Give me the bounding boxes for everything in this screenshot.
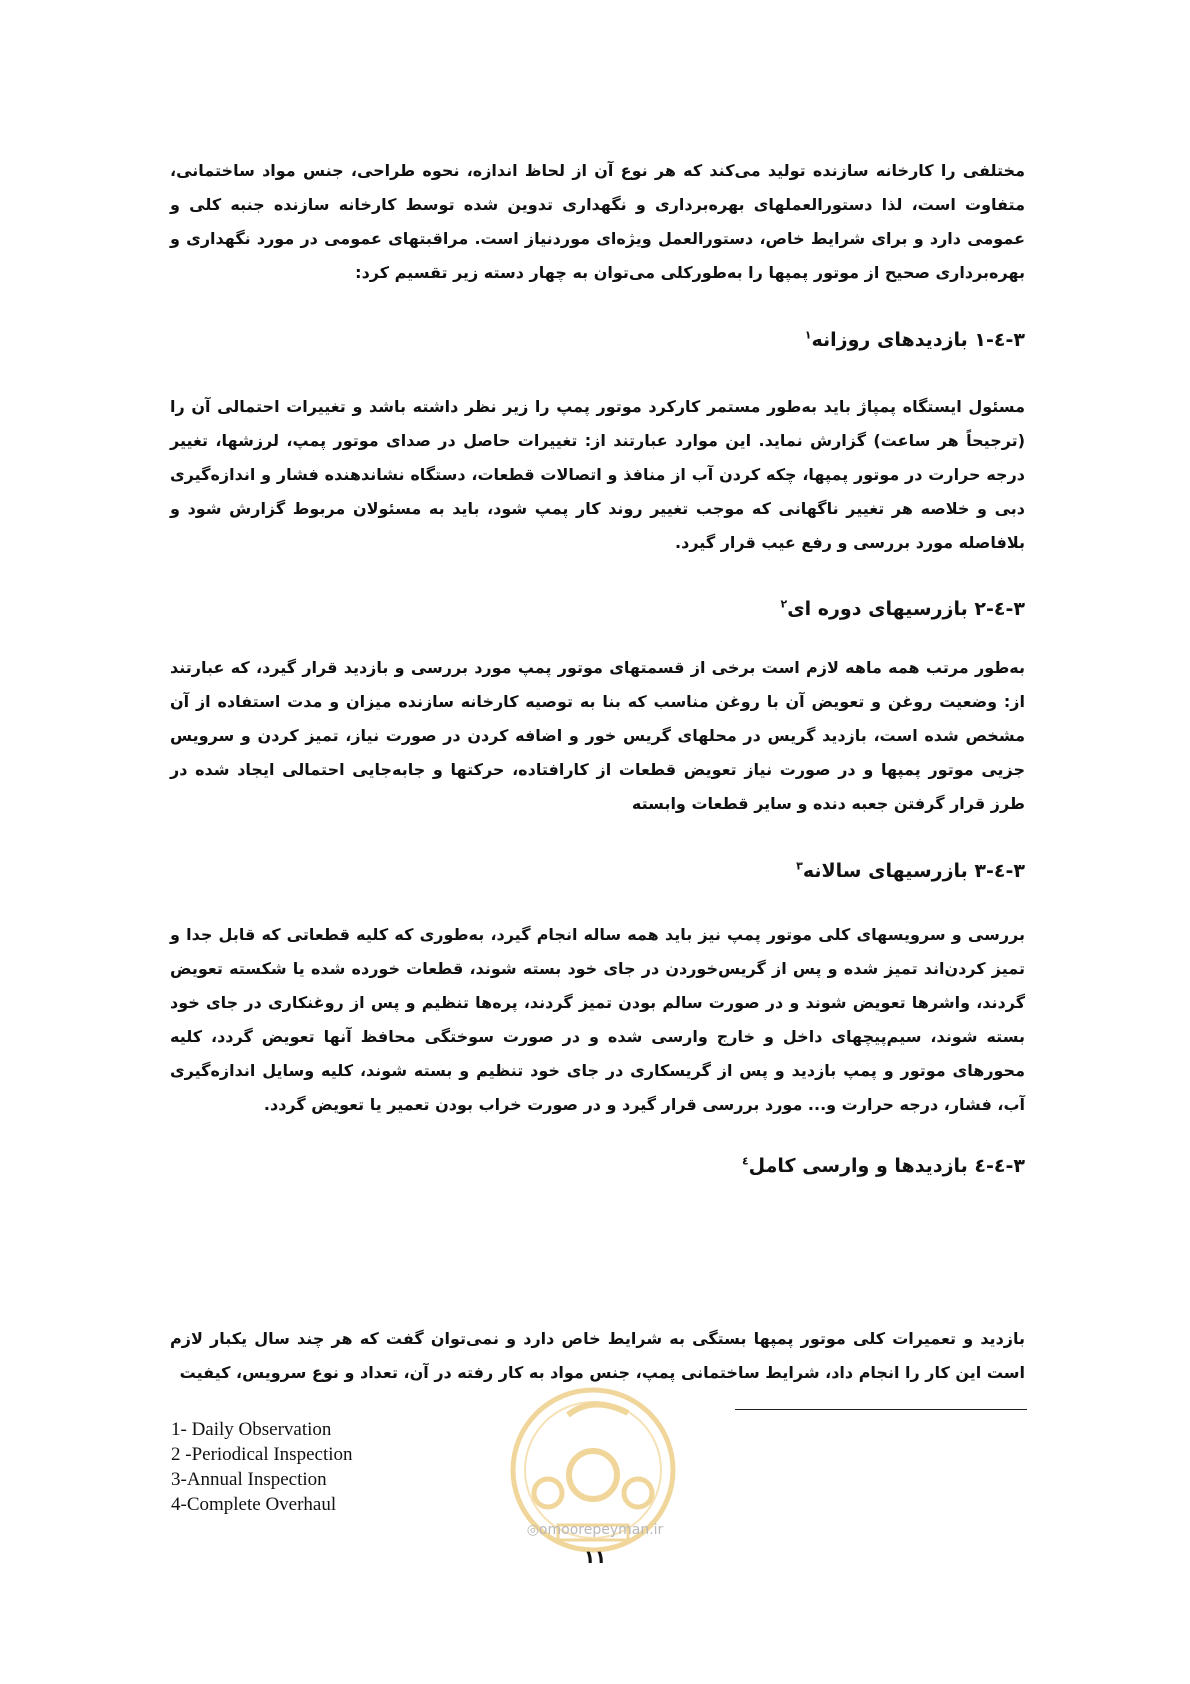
intro-paragraph: مختلفی را کارخانه سازنده تولید می‌کند که هر نوع آن از لحاظ اندازه، نحوه طراحی، جنس مواد ساختمانی، متفاوت است، لذا دستورالعملهای بهره‌برداری و نگهداری تدوین شده توسط کارخانه سازنده جنبه کلی و عمومی دارد و برای شرایط خاص، دستورالعمل ویژه‌ای موردنیاز است. مراقبتهای عمومی در مورد نگهداری و بهره‌برداری صحیح از موتور پمپها را به‌طورکلی می‌توان به چهار دسته زیر تقسیم کرد: xyxy=(170,161,1025,282)
footnotes-list xyxy=(171,1417,501,1517)
footnote-1: 1- Daily Observation xyxy=(171,1419,332,1440)
footnote-3: 3-Annual Inspection xyxy=(171,1469,327,1490)
instagram-icon: ◎ xyxy=(526,1522,539,1538)
footnote-ref-1: ۱ xyxy=(804,328,812,342)
page-number: ۱۱ xyxy=(584,1547,606,1568)
heading-daily-observation xyxy=(805,325,1025,355)
heading-overhaul-text: ۳-٤-٤ بازدیدها و وارسی کامل xyxy=(748,1155,1025,1177)
heading-complete-overhaul xyxy=(742,1151,1025,1181)
footnote-ref-2: ۲ xyxy=(780,597,788,611)
heading-annual-text: ۳-٤-۳ بازرسیهای سالانه xyxy=(802,860,1025,882)
overhaul-paragraph: بازدید و تعمیرات کلی موتور پمپها بستگی به شرایط خاص دارد و نمی‌توان گفت که هر چند سال یکبار لازم است این کار را انجام داد، شرایط ساختمانی پمپ، جنس مواد به کار رفته در آن، تعداد و نوع سرویس، کیفیت xyxy=(170,1329,1025,1382)
heading-annual-inspection xyxy=(796,856,1025,886)
watermark-url xyxy=(0,1522,1190,1538)
footnote-ref-4: ٤ xyxy=(741,1154,749,1168)
watermark-url-text: omoorepeyman.ir xyxy=(538,1522,664,1538)
heading-periodical-inspection xyxy=(781,594,1026,624)
footnote-4: 4-Complete Overhaul xyxy=(171,1494,337,1515)
daily-paragraph: مسئول ایستگاه پمپاژ باید به‌طور مستمر کارکرد موتور پمپ را زیر نظر داشته باشد و تغییرات احتمالی آن را (ترجیحاً هر ساعت) گزارش نماید. این موارد عبارتند از: تغییرات حاصل در صدای موتور پمپ، لرزشها، تغییر درجه حرارت در موتور پمپها، چکه کردن آب از منافذ و اتصالات قطعات، دستگاه نشاندهنده فشار و اندازه‌گیری دبی و خلاصه هر تغییر ناگهانی که موجب تغییر روند کار پمپ شود، باید به مسئولان مربوط گزارش شود و بلافاصله مورد بررسی و رفع عیب قرار گیرد. xyxy=(170,397,1025,552)
annual-paragraph: بررسی و سرویسهای کلی موتور پمپ نیز باید همه ساله انجام گیرد، به‌طوری که کلیه قطعاتی که قابل جدا و تمیز کردن‌اند تمیز شده و پس از گریس‌خوردن در جای خود بسته شوند، قطعات خورده شده یا شکسته تعویض گردند، واشرها تعویض شوند و در صورت سالم بودن تمیز گردند، پره‌ها تنظیم و پس از روغنکاری در جای خود بسته شوند، سیم‌پیچهای داخل و خارج وارسی شده و در صورت سوختگی محافظ آنها تعویض گردد، کلیه محورهای موتور و پمپ بازدید و پس از گریسکاری در جای خود تنظیم و بسته شوند، کلیه وسایل اندازه‌گیری آب، فشار، درجه حرارت و... مورد بررسی قرار گیرد و در صورت خراب بودن تعمیر یا تعویض گردد. xyxy=(170,925,1025,1114)
periodical-paragraph: به‌طور مرتب همه ماهه لازم است برخی از قسمتهای موتور پمپ مورد بررسی و بازدید قرار گیرد، که عبارتند از: وضعیت روغن و تعویض آن با روغن مناسب که بنا به توصیه کارخانه سازنده میزان و مدت استفاده از آن مشخص شده است، بازدید گریس در محلهای گریس خور و اضافه کردن در صورت نیاز، تمیز کردن و سرویس جزیی موتور پمپها و در صورت نیاز تعویض قطعات از کارافتاده، حرکتها و جابه‌جایی احتمالی ایجاد شده در طرز قرار گرفتن جعبه دنده و سایر قطعات وابسته xyxy=(170,658,1025,813)
footnote-separator xyxy=(735,1409,1027,1410)
heading-daily-text: ۳-٤-۱ بازدیدهای روزانه xyxy=(811,329,1025,351)
footnote-2: 2 -Periodical Inspection xyxy=(171,1444,353,1465)
footnote-ref-3: ۳ xyxy=(796,859,803,873)
heading-periodical-text: ۳-٤-۲ بازرسیهای دوره ای xyxy=(787,598,1025,620)
